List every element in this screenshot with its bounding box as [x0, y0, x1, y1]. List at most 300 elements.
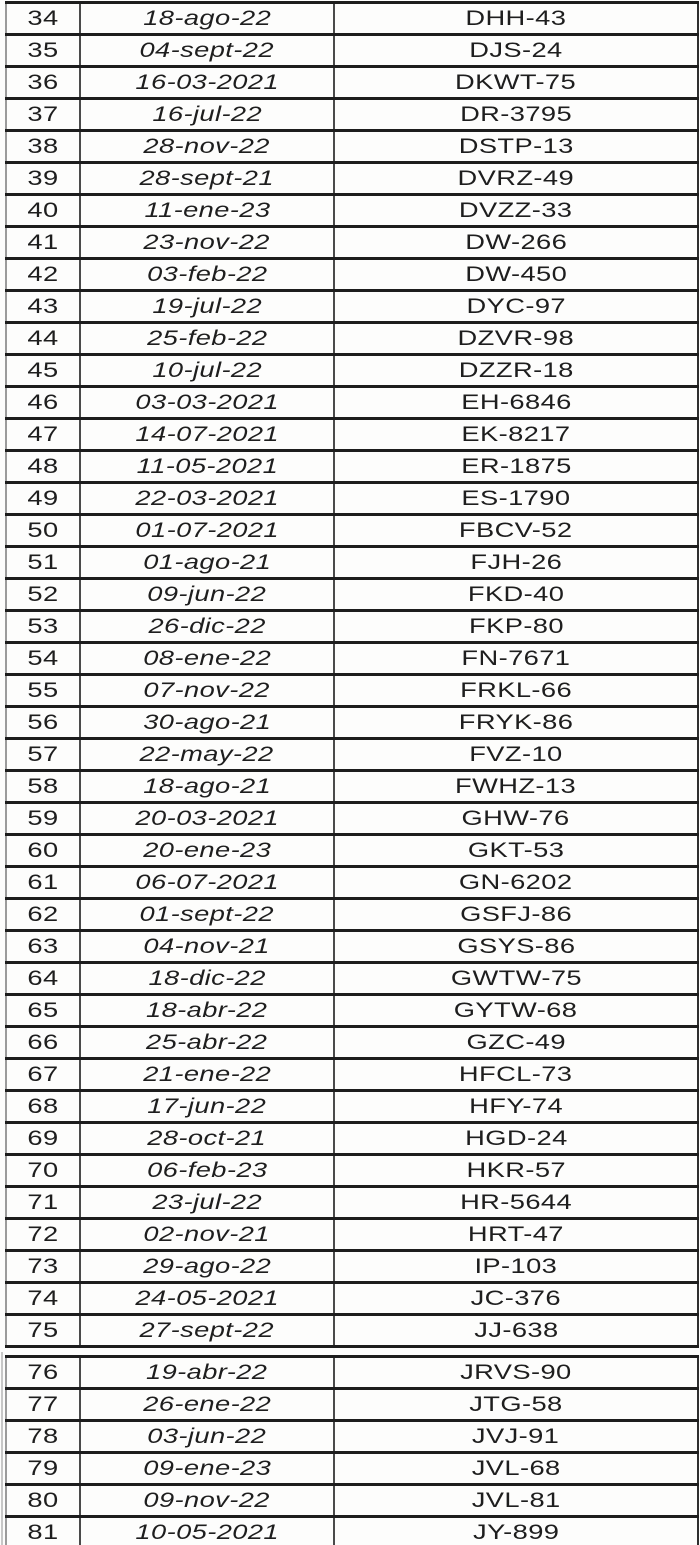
row-number-cell — [6, 995, 80, 1027]
code-text: FBCV-52 — [459, 518, 573, 542]
date-text: 26-dic-22 — [148, 614, 266, 638]
code-text: GWTW-75 — [450, 966, 582, 990]
row-number-cell — [6, 579, 80, 611]
date-cell — [80, 1091, 334, 1123]
table-row — [6, 675, 698, 707]
table-row — [6, 451, 698, 483]
table-row — [6, 1059, 698, 1091]
row-number-cell — [6, 771, 80, 803]
row-number-cell — [6, 195, 80, 227]
code-text: DHH-43 — [465, 6, 567, 30]
code-cell — [334, 899, 698, 931]
row-number-cell — [6, 227, 80, 259]
date-text: 11-05-2021 — [136, 454, 278, 478]
table-row — [6, 707, 698, 739]
table-row — [6, 867, 698, 899]
row-number-text: 54 — [27, 646, 59, 670]
code-text: FN-7671 — [461, 646, 571, 670]
row-number-text: 50 — [27, 518, 59, 542]
date-text: 16-03-2021 — [135, 70, 279, 94]
row-number-cell — [6, 1283, 80, 1315]
code-text: GKT-53 — [467, 838, 565, 862]
row-number-cell — [6, 1357, 80, 1389]
table-row — [6, 643, 698, 675]
row-number-text: 51 — [27, 550, 59, 574]
row-number-text: 78 — [27, 1424, 59, 1448]
date-text: 27-sept-22 — [139, 1318, 275, 1342]
date-cell — [80, 1389, 334, 1421]
row-number-cell — [6, 707, 80, 739]
row-number-text: 43 — [27, 294, 59, 318]
date-text: 16-jul-22 — [152, 102, 262, 126]
code-cell — [334, 291, 698, 323]
row-number-cell — [6, 867, 80, 899]
code-text: JVL-68 — [471, 1456, 561, 1480]
date-cell — [80, 931, 334, 963]
code-cell — [334, 1123, 698, 1155]
code-text: HKR-57 — [466, 1158, 566, 1182]
date-cell — [80, 1453, 334, 1485]
date-text: 20-ene-23 — [142, 838, 271, 862]
code-text: FWHZ-13 — [455, 774, 577, 798]
date-text: 29-ago-22 — [142, 1254, 271, 1278]
table-row — [6, 1421, 698, 1453]
date-text: 08-ene-22 — [142, 646, 271, 670]
code-text: DKWT-75 — [455, 70, 577, 94]
code-cell — [334, 483, 698, 515]
row-number-text: 67 — [27, 1062, 59, 1086]
code-cell — [334, 419, 698, 451]
row-number-text: 38 — [27, 134, 59, 158]
code-text: DYC-97 — [466, 294, 566, 318]
code-text: JVL-81 — [471, 1488, 561, 1512]
code-cell — [334, 1389, 698, 1421]
code-cell — [334, 259, 698, 291]
date-cell — [80, 1283, 334, 1315]
date-cell — [80, 579, 334, 611]
code-text: DVZZ-33 — [459, 198, 573, 222]
row-number-cell — [6, 1187, 80, 1219]
date-cell — [80, 899, 334, 931]
code-text: DW-266 — [464, 230, 567, 254]
code-text: FKD-40 — [467, 582, 565, 606]
date-text: 23-nov-22 — [143, 230, 271, 254]
code-cell — [334, 163, 698, 195]
date-cell — [80, 99, 334, 131]
table-row — [6, 835, 698, 867]
row-number-cell — [6, 1251, 80, 1283]
code-text: JVJ-91 — [472, 1424, 560, 1448]
row-number-text: 73 — [27, 1254, 59, 1278]
date-cell — [80, 1357, 334, 1389]
code-text: FJH-26 — [470, 550, 562, 574]
date-text: 04-sept-22 — [139, 38, 275, 62]
date-text: 30-ago-21 — [142, 710, 271, 734]
row-number-text: 40 — [27, 198, 59, 222]
date-cell — [80, 355, 334, 387]
date-text: 03-feb-22 — [146, 262, 268, 286]
table-row — [6, 291, 698, 323]
table-row — [6, 515, 698, 547]
table-row — [6, 771, 698, 803]
code-cell — [334, 515, 698, 547]
code-text: HGD-24 — [464, 1126, 568, 1150]
code-cell — [334, 995, 698, 1027]
code-text: FVZ-10 — [469, 742, 563, 766]
row-number-text: 60 — [27, 838, 59, 862]
date-cell — [80, 451, 334, 483]
code-cell — [334, 1219, 698, 1251]
row-number-cell — [6, 835, 80, 867]
row-number-cell — [6, 547, 80, 579]
row-number-text: 66 — [27, 1030, 59, 1054]
row-number-cell — [6, 99, 80, 131]
row-number-cell — [6, 515, 80, 547]
code-cell — [334, 1485, 698, 1517]
date-text: 17-jun-22 — [147, 1094, 267, 1118]
row-number-text: 52 — [27, 582, 59, 606]
code-text: EH-6846 — [460, 390, 572, 414]
row-number-text: 72 — [27, 1222, 59, 1246]
row-number-cell — [6, 931, 80, 963]
code-text: FRKL-66 — [460, 678, 572, 702]
row-number-cell — [6, 67, 80, 99]
date-text: 25-feb-22 — [146, 326, 268, 350]
row-number-cell — [6, 1485, 80, 1517]
row-number-cell — [6, 1027, 80, 1059]
row-number-text: 81 — [27, 1520, 59, 1544]
code-cell — [334, 867, 698, 899]
table-row — [6, 355, 698, 387]
row-number-cell — [6, 163, 80, 195]
code-text: DSTP-13 — [458, 134, 574, 158]
row-number-text: 68 — [27, 1094, 59, 1118]
date-cell — [80, 643, 334, 675]
date-cell — [80, 35, 334, 67]
row-number-cell — [6, 1123, 80, 1155]
date-cell — [80, 259, 334, 291]
row-number-text: 80 — [27, 1488, 59, 1512]
date-text: 24-05-2021 — [135, 1286, 279, 1310]
date-cell — [80, 1123, 334, 1155]
code-text: DZVR-98 — [457, 326, 575, 350]
code-text: ER-1875 — [460, 454, 572, 478]
row-number-text: 48 — [27, 454, 59, 478]
row-number-text: 35 — [27, 38, 59, 62]
row-number-text: 69 — [27, 1126, 59, 1150]
date-text: 18-abr-22 — [146, 998, 268, 1022]
row-number-cell — [6, 355, 80, 387]
page-break-gap — [0, 1348, 700, 1355]
table-row — [6, 1091, 698, 1123]
code-cell — [334, 227, 698, 259]
code-cell — [334, 1091, 698, 1123]
row-number-cell — [6, 899, 80, 931]
date-cell — [80, 483, 334, 515]
date-text: 06-feb-23 — [146, 1158, 268, 1182]
date-text: 10-jul-22 — [152, 358, 262, 382]
date-text: 28-sept-21 — [139, 166, 275, 190]
table-row — [6, 99, 698, 131]
table-row — [6, 3, 698, 35]
row-number-cell — [6, 1453, 80, 1485]
row-number-cell — [6, 643, 80, 675]
date-text: 25-abr-22 — [146, 1030, 268, 1054]
row-number-cell — [6, 323, 80, 355]
date-text: 22-may-22 — [139, 742, 274, 766]
table-row — [6, 963, 698, 995]
row-number-cell — [6, 1421, 80, 1453]
table-row — [6, 35, 698, 67]
row-number-cell — [6, 387, 80, 419]
row-number-cell — [6, 483, 80, 515]
date-text: 18-ago-21 — [142, 774, 271, 798]
code-cell — [334, 355, 698, 387]
code-cell — [334, 323, 698, 355]
date-cell — [80, 387, 334, 419]
date-cell — [80, 323, 334, 355]
date-text: 01-ago-21 — [142, 550, 271, 574]
date-text: 22-03-2021 — [135, 486, 279, 510]
date-text: 21-ene-22 — [142, 1062, 271, 1086]
code-cell — [334, 1517, 698, 1545]
table-row — [6, 419, 698, 451]
row-number-text: 39 — [27, 166, 59, 190]
code-text: GHW-76 — [461, 806, 571, 830]
date-cell — [80, 163, 334, 195]
date-cell — [80, 1187, 334, 1219]
table-row — [6, 547, 698, 579]
code-text: DVRZ-49 — [457, 166, 575, 190]
code-cell — [334, 3, 698, 35]
code-text: HRT-47 — [468, 1222, 564, 1246]
table-row — [6, 163, 698, 195]
row-number-cell — [6, 259, 80, 291]
date-cell — [80, 963, 334, 995]
date-text: 18-ago-22 — [142, 6, 271, 30]
code-cell — [334, 931, 698, 963]
date-cell — [80, 739, 334, 771]
date-cell — [80, 867, 334, 899]
date-text: 20-03-2021 — [135, 806, 279, 830]
date-text: 06-07-2021 — [135, 870, 279, 894]
date-text: 03-03-2021 — [135, 390, 279, 414]
table-row — [6, 387, 698, 419]
code-text: HFY-74 — [469, 1094, 563, 1118]
date-text: 28-nov-22 — [143, 134, 271, 158]
code-text: GSYS-86 — [456, 934, 576, 958]
code-cell — [334, 803, 698, 835]
row-number-cell — [6, 131, 80, 163]
table-row — [6, 1517, 698, 1545]
row-number-text: 74 — [27, 1286, 59, 1310]
table-row — [6, 131, 698, 163]
date-text: 19-abr-22 — [146, 1360, 268, 1384]
row-number-text: 57 — [27, 742, 59, 766]
date-cell — [80, 803, 334, 835]
date-cell — [80, 227, 334, 259]
date-cell — [80, 1251, 334, 1283]
date-cell — [80, 195, 334, 227]
table-row — [6, 259, 698, 291]
code-text: JJ-638 — [473, 1318, 559, 1342]
code-cell — [334, 195, 698, 227]
table-row — [6, 1219, 698, 1251]
code-cell — [334, 579, 698, 611]
row-number-text: 58 — [27, 774, 59, 798]
code-text: GSFJ-86 — [460, 902, 572, 926]
date-cell — [80, 515, 334, 547]
table-row — [6, 1251, 698, 1283]
code-cell — [334, 963, 698, 995]
date-cell — [80, 419, 334, 451]
date-cell — [80, 995, 334, 1027]
row-number-text: 37 — [27, 102, 59, 126]
table-row — [6, 483, 698, 515]
row-number-text: 64 — [27, 966, 59, 990]
code-cell — [334, 771, 698, 803]
date-text: 04-nov-21 — [143, 934, 271, 958]
row-number-cell — [6, 963, 80, 995]
code-text: GN-6202 — [459, 870, 573, 894]
row-number-text: 53 — [27, 614, 59, 638]
date-cell — [80, 1155, 334, 1187]
row-number-cell — [6, 1091, 80, 1123]
row-number-text: 41 — [27, 230, 59, 254]
date-text: 18-dic-22 — [148, 966, 266, 990]
table-row — [6, 739, 698, 771]
date-text: 11-ene-23 — [144, 198, 270, 222]
table-row — [6, 323, 698, 355]
row-number-text: 36 — [27, 70, 59, 94]
row-number-text: 45 — [27, 358, 59, 382]
table-body — [6, 1357, 698, 1545]
code-cell — [334, 67, 698, 99]
code-cell — [334, 99, 698, 131]
date-cell — [80, 1027, 334, 1059]
row-number-text: 65 — [27, 998, 59, 1022]
code-text: ES-1790 — [461, 486, 571, 510]
table-row — [6, 1485, 698, 1517]
code-text: IP-103 — [474, 1254, 558, 1278]
date-cell — [80, 1421, 334, 1453]
date-cell — [80, 1219, 334, 1251]
row-number-text: 70 — [27, 1158, 59, 1182]
code-text: DW-450 — [464, 262, 567, 286]
code-cell — [334, 1251, 698, 1283]
table-row — [6, 1155, 698, 1187]
date-cell — [80, 707, 334, 739]
table-row — [6, 1389, 698, 1421]
row-number-text: 62 — [27, 902, 59, 926]
row-number-text: 61 — [27, 870, 59, 894]
date-text: 10-05-2021 — [135, 1520, 279, 1544]
date-cell — [80, 611, 334, 643]
row-number-cell — [6, 35, 80, 67]
row-number-text: 56 — [27, 710, 59, 734]
code-text: JC-376 — [470, 1286, 562, 1310]
code-cell — [334, 1283, 698, 1315]
records-table-segment-upper — [5, 1, 699, 1348]
table-row — [6, 803, 698, 835]
table-row — [6, 1027, 698, 1059]
code-text: JRVS-90 — [460, 1360, 572, 1384]
table-row — [6, 67, 698, 99]
page-edge-artifact — [1, 1352, 3, 1545]
code-text: FRYK-86 — [458, 710, 574, 734]
row-number-cell — [6, 1219, 80, 1251]
code-cell — [334, 707, 698, 739]
code-text: GZC-49 — [466, 1030, 566, 1054]
row-number-text: 71 — [27, 1190, 59, 1214]
code-cell — [334, 451, 698, 483]
table-row — [6, 995, 698, 1027]
code-cell — [334, 387, 698, 419]
code-cell — [334, 547, 698, 579]
table-row — [6, 931, 698, 963]
date-cell — [80, 131, 334, 163]
date-text: 28-oct-21 — [147, 1126, 267, 1150]
code-cell — [334, 1059, 698, 1091]
code-text: DZZR-18 — [458, 358, 574, 382]
code-cell — [334, 1453, 698, 1485]
row-number-cell — [6, 1059, 80, 1091]
date-text: 09-jun-22 — [147, 582, 267, 606]
row-number-cell — [6, 1155, 80, 1187]
table-row — [6, 1283, 698, 1315]
code-text: DR-3795 — [459, 102, 573, 126]
row-number-cell — [6, 611, 80, 643]
row-number-text: 79 — [27, 1456, 59, 1480]
code-text: GYTW-68 — [454, 998, 578, 1022]
row-number-text: 55 — [27, 678, 59, 702]
code-text: JTG-58 — [469, 1392, 563, 1416]
row-number-cell — [6, 675, 80, 707]
date-cell — [80, 67, 334, 99]
table-row — [6, 579, 698, 611]
date-text: 14-07-2021 — [135, 422, 279, 446]
date-text: 09-ene-23 — [142, 1456, 271, 1480]
date-text: 26-ene-22 — [142, 1392, 271, 1416]
row-number-cell — [6, 291, 80, 323]
code-cell — [334, 1187, 698, 1219]
table-row — [6, 1315, 698, 1347]
date-text: 02-nov-21 — [143, 1222, 271, 1246]
row-number-text: 77 — [27, 1392, 59, 1416]
row-number-text: 63 — [27, 934, 59, 958]
date-text: 01-sept-22 — [139, 902, 275, 926]
records-table-segment-lower — [5, 1355, 699, 1545]
table-row — [6, 1453, 698, 1485]
code-text: EK-8217 — [461, 422, 571, 446]
code-cell — [334, 675, 698, 707]
date-cell — [80, 675, 334, 707]
code-text: HFCL-73 — [459, 1062, 573, 1086]
row-number-cell — [6, 419, 80, 451]
code-text: JY-899 — [472, 1520, 560, 1544]
row-number-cell — [6, 1389, 80, 1421]
code-text: FKP-80 — [468, 614, 564, 638]
table-row — [6, 227, 698, 259]
code-text: DJS-24 — [469, 38, 563, 62]
row-number-cell — [6, 803, 80, 835]
table-row — [6, 1123, 698, 1155]
row-number-text: 46 — [27, 390, 59, 414]
table-row — [6, 195, 698, 227]
date-cell — [80, 1485, 334, 1517]
code-cell — [334, 739, 698, 771]
date-cell — [80, 835, 334, 867]
